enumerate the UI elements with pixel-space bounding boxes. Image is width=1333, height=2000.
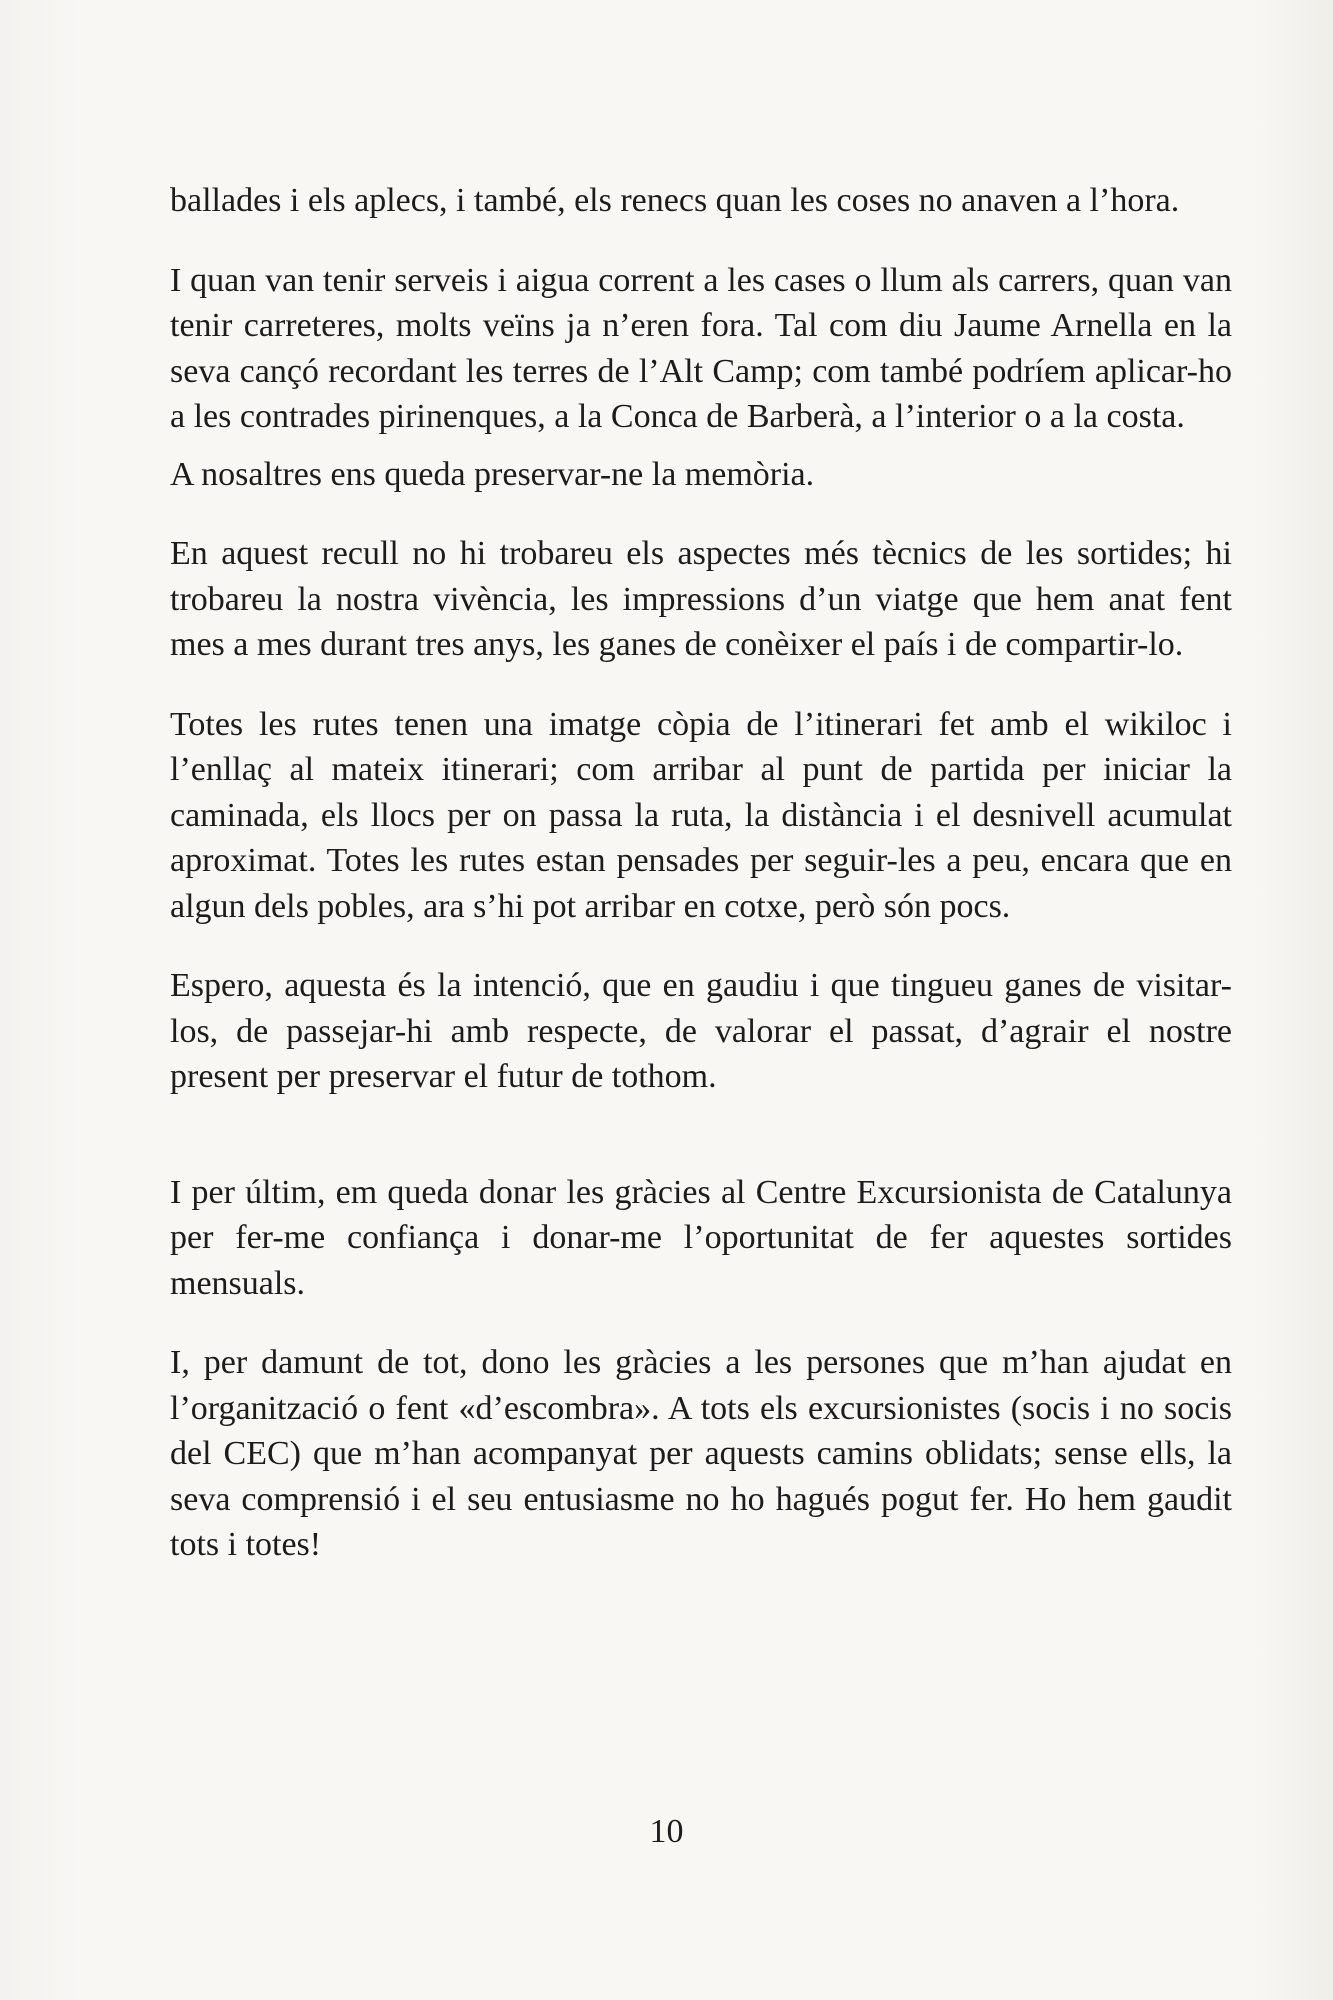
paragraph-1: ballades i els aplecs, i també, els renecs quan les coses no anaven a l’hora. bbox=[170, 182, 1180, 219]
paragraph-5: Totes les rutes tenen una imatge còpia de l’itinerari fet amb el wikiloc i l’enllaç al mateix itinerari; com arribar al punt de partida per iniciar la caminada, els llocs per on passa la ruta, la distància i el desnivell acumulat aproximat. Totes les rutes estan pensades per seguir-les a peu, encara que en algun dels pobles, ara s’hi pot arribar en cotxe, però són pocs. bbox=[170, 705, 1232, 925]
page-number: 10 bbox=[649, 1813, 684, 1850]
paragraph-8: I, per damunt de tot, dono les gràcies a les persones que m’han ajudat en l’organització o fent «d’escombra». A tots els excursionistes (socis i no socis del CEC) que m’han acompanyat per aquests camins oblidats; sense ells, la seva comprensió i el seu entusiasme no ho hagués pogut fer. Ho hem gaudit tots i totes! bbox=[170, 1344, 1232, 1563]
body-text bbox=[170, 178, 1232, 1568]
paragraph-4: En aquest recull no hi trobareu els aspectes més tècnics de les sortides; hi trobareu la nostra vivència, les impressions d’un viatge que hem anat fent mes a mes durant tres anys, les ganes de conèixer el país i de compartir-lo. bbox=[170, 535, 1232, 663]
paragraph-6: Espero, aquesta és la intenció, que en gaudiu i que tingueu ganes de visitar-los, de passejar-hi amb respecte, de valorar el passat, d’agrair el nostre present per preservar el futur de tothom. bbox=[170, 967, 1232, 1095]
paragraph-7: I per últim, em queda donar les gràcies al Centre Excursionista de Catalunya per fer-me confiança i donar-me l’oportunitat de fer aquestes sortides mensuals. bbox=[170, 1173, 1232, 1302]
paragraph-3: A nosaltres ens queda preservar-ne la memòria. bbox=[170, 455, 815, 493]
paragraph-2: I quan van tenir serveis i aigua corrent a les cases o llum als carrers, quan van tenir carreteres, molts veïns ja n’eren fora. Tal com diu Jaume Arnella en la seva cançó recordant les terres de l’Alt Camp; com també podríem aplicar-ho a les contrades pirinenques, a la Conca de Barberà, a l’interior o a la costa. bbox=[170, 261, 1232, 435]
